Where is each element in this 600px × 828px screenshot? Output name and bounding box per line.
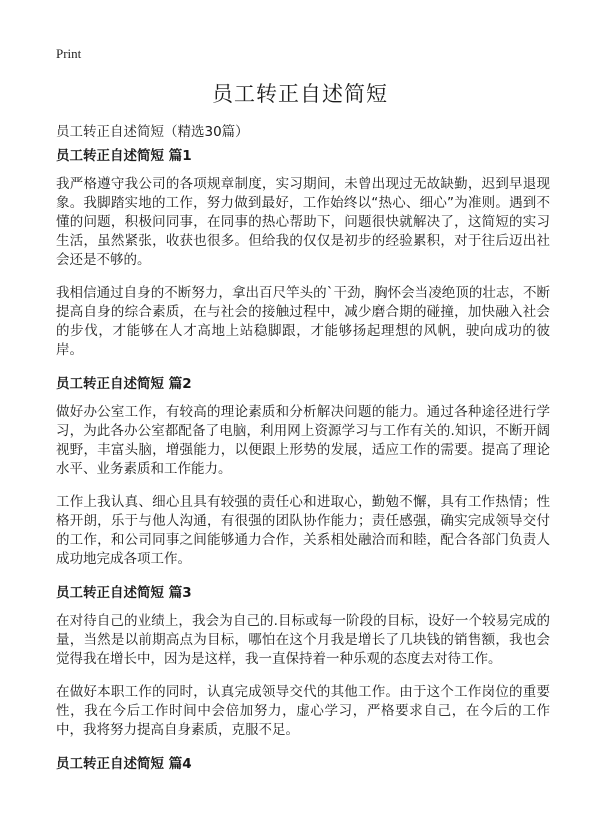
paragraph: 做好办公室工作，有较高的理论素质和分析解决问题的能力。通过各种途径进行学习，为此各办公室都配备了电脑，利用网上资源学习与工作有关的.知识，不断开阔视野，丰富头脑，增强能力，以便跟上形势的发展，适应工作的需要。提高了理论水平、业务素质和工作能力。 xyxy=(56,404,550,477)
paragraph: 我严格遵守我公司的各项规章制度，实习期间，未曾出现过无故缺勤，迟到早退现象。我脚踏实地的工作，努力做到最好，工作始终以“热心、细心”为准则。遇到不懂的问题，积极问同事，在同事的热心帮助下，问题很快就解决了，这简短的实习生活，虽然紧张，收获也很多。但给我的仅仅是初步的经验累积，对于往后迈出社会还是不够的。 xyxy=(56,176,550,268)
paragraph: 在对待自己的业绩上，我会为自己的.目标或每一阶段的目标，设好一个较易完成的量，当然是以前期高点为目标，哪怕在这个月我是增长了几块钱的销售额，我也会觉得我在增长中，因为是这样，我一直保持着一种乐观的态度去对待工作。 xyxy=(56,613,550,667)
document-title: 员工转正自述简短 xyxy=(212,82,388,106)
section-heading-3: 员工转正自述简短 篇3 xyxy=(56,585,192,601)
section-heading-1: 员工转正自述简短 篇1 xyxy=(56,148,192,164)
print-link[interactable]: Print xyxy=(56,46,82,61)
paragraph: 在做好本职工作的同时，认真完成领导交代的其他工作。由于这个工作岗位的重要性，我在今后工作时间中会倍加努力，虚心学习，严格要求自己，在今后的工作中，我将努力提高自身素质，克服不足。 xyxy=(56,684,550,738)
paragraph: 我相信通过自身的不断努力，拿出百尺竿头的`干劲，胸怀会当凌绝顶的壮志，不断提高自身的综合素质，在与社会的接触过程中，减少磨合期的碰撞，加快融入社会的步伐，才能够在人才高地上站稳脚跟，才能够扬起理想的风帆，驶向成功的彼岸。 xyxy=(56,285,550,358)
section-heading-2: 员工转正自述简短 篇2 xyxy=(56,376,192,392)
paragraph: 工作上我认真、细心且具有较强的责任心和进取心，勤勉不懈，具有工作热情；性格开朗，乐于与他人沟通，有很强的团队协作能力；责任感强，确实完成领导交付的工作，和公司同事之间能够通力合作，关系相处融洽而和睦，配合各部门负责人成功地完成各项工作。 xyxy=(56,494,550,567)
document-body xyxy=(56,146,550,783)
section-heading-4: 员工转正自述简短 篇4 xyxy=(56,756,192,772)
document-subtitle: 员工转正自述简短（精选30篇） xyxy=(56,124,249,140)
